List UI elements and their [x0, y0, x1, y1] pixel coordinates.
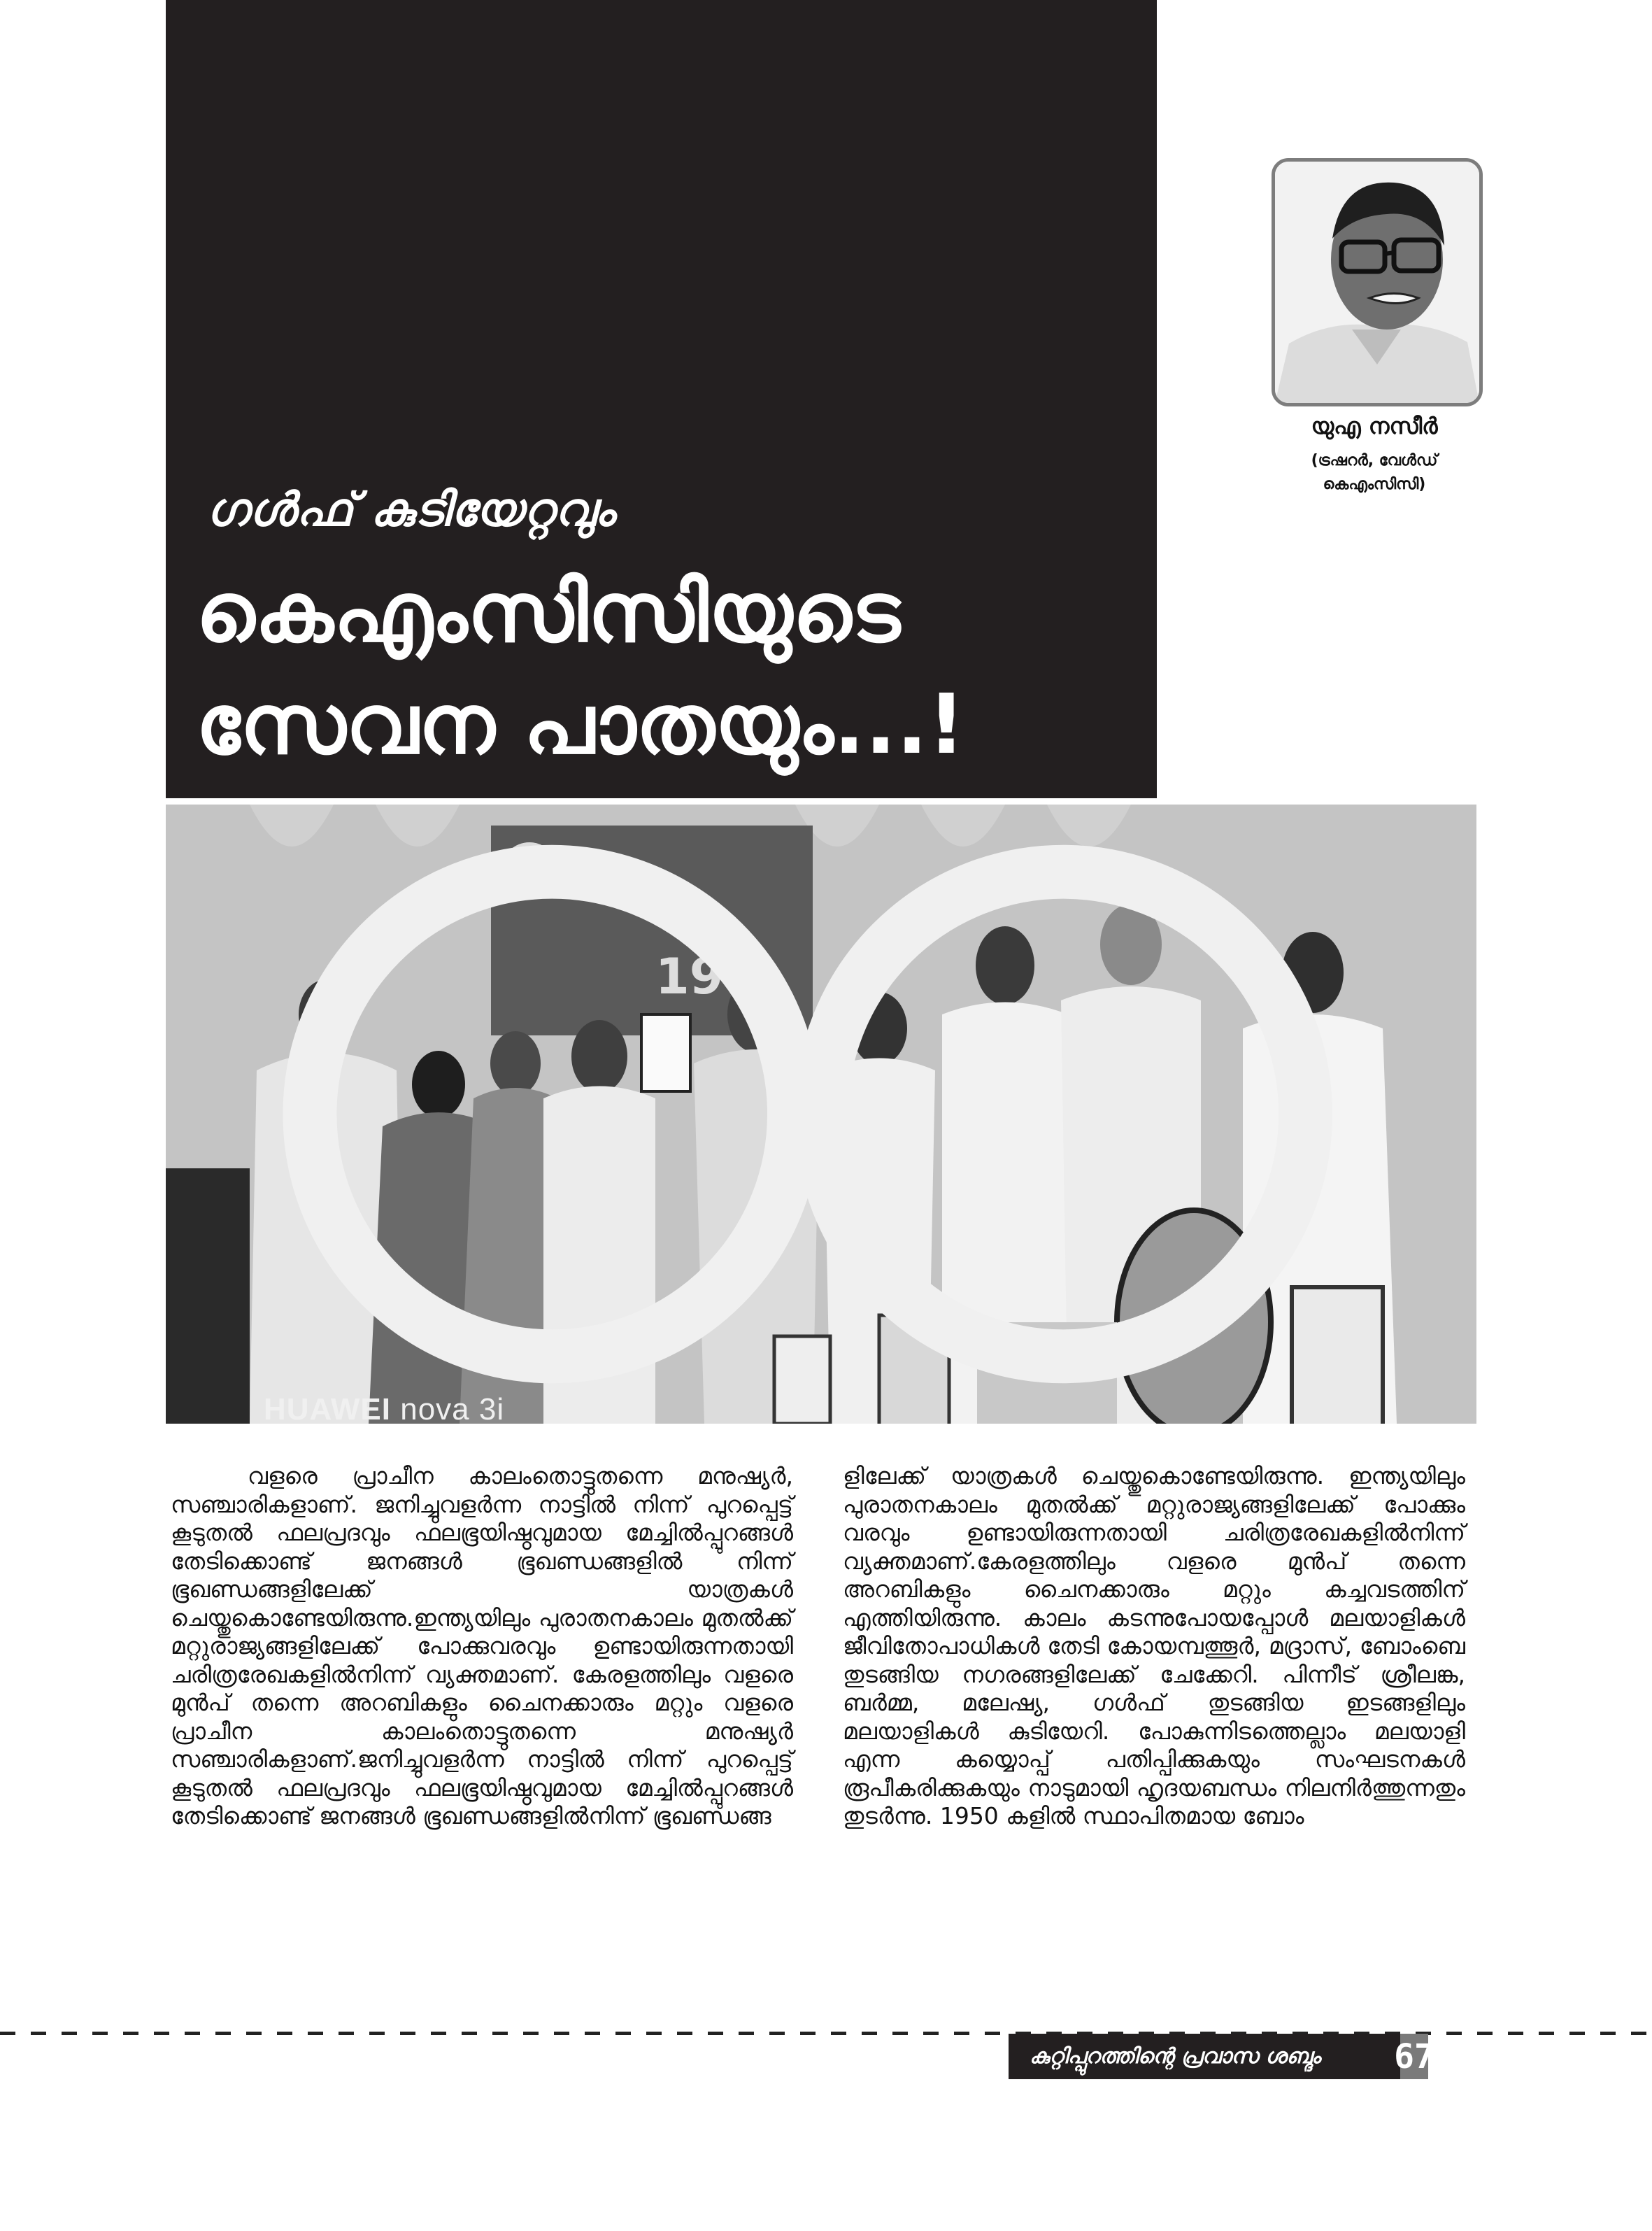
event-photo: [166, 805, 1476, 1424]
headline-line-1: കെഎംസിസിയുടെ: [196, 564, 900, 660]
headline-line-2: സേവന പാതയും...!: [196, 676, 966, 772]
camera-lens-icon: [166, 805, 1476, 1424]
author-role-line-2: കെഎംസിസി): [1323, 476, 1426, 493]
body-paragraph-right: ളിലേക്ക് യാത്രകൾ ചെയ്തുകൊണ്ടേയിരുന്നു. ഇന്ത്യയിലും പുരാതനകാലം മുതൽക്ക് മറ്റുരാജ്യങ്ങളിലേക്ക് പോക്കും വരവും ഉണ്ടായിരുന്നതായി ചരിത്രരേഖകളിൽനിന്ന് വ്യക്തമാണ്.കേരളത്തിലും വളരെ മുൻപ് തന്നെ അറബികളും ചൈനക്കാരും മറ്റും കച്ചവടത്തിന് എത്തിയിരുന്നു. കാലം കടന്നുപോയപ്പോൾ മലയാളികൾ ജീവിതോപാധികൾ തേടി കോയമ്പത്തൂർ, മദ്രാസ്, ബോംബെ തുടങ്ങിയ നഗരങ്ങളിലേക്ക് ചേക്കേറി. പിന്നീട് ശ്രീലങ്ക, ബർമ്മ, മലേഷ്യ, ഗൾഫ് തുടങ്ങിയ ഇടങ്ങളിലും മലയാളികൾ കുടിയേറി. പോകുന്നിടത്തെല്ലാം മലയാളി എന്ന കയ്യൊപ്പ് പതിപ്പിക്കുകയും സംഘടനകൾ രൂപീകരിക്കുകയും നാടുമായി ഹൃദയബന്ധം നിലനിർത്തുന്നതും തുടർന്നു. 1950 കളിൽ സ്ഥാപിതമായ ബോം: [843, 1462, 1465, 1829]
body-column-right: [843, 1462, 1465, 1831]
page-number: 67: [1400, 2034, 1428, 2079]
footer-bar: [1009, 2034, 1434, 2079]
watermark-brand: HUAWEI: [264, 1392, 391, 1424]
body-paragraph-left: വളരെ പ്രാചീന കാലംതൊട്ടുതന്നെ മനുഷ്യർ, സഞ്ചാരികളാണ്. ജനിച്ചുവളർന്ന നാട്ടിൽ നിന്ന് പുറപ്പെട്ട് കൂടുതൽ ഫലപ്രദവും ഫലഭൂയിഷ്ഠവുമായ മേച്ചിൽപ്പുറങ്ങൾ തേടിക്കൊണ്ട് ജനങ്ങൾ ഭൂഖണ്ഡങ്ങളിൽ നിന്ന് ഭൂഖണ്ഡങ്ങളിലേക്ക് യാത്രകൾ ചെയ്തുകൊണ്ടേയിരുന്നു.ഇന്ത്യയിലും പുരാതനകാലം മുതൽക്ക് മറ്റുരാജ്യങ്ങളിലേക്ക് പോക്കുവരവും ഉണ്ടായിരുന്നതായി ചരിത്രരേഖകളിൽനിന്ന് വ്യക്തമാണ്. കേരളത്തിലും വളരെ മുൻപ് തന്നെ അറബികളും ചൈനക്കാരും മറ്റും വളരെ പ്രാചീന കാലംതൊട്ടുതന്നെ മനുഷ്യർ സഞ്ചാരികളാണ്.ജനിച്ചുവളർന്ന നാട്ടിൽ നിന്ന് പുറപ്പെട്ട് കൂടുതൽ ഫലപ്രദവും ഫലഭൂയിഷ്ഠവുമായ മേച്ചിൽപ്പുറങ്ങൾ തേടിക്കൊണ്ട് ജനങ്ങൾ ഭൂഖണ്ഡങ്ങളിൽനിന്ന് ഭൂഖണ്ഡങ്ങ: [171, 1462, 793, 1829]
author-portrait: [1272, 158, 1483, 406]
publication-title: കുറ്റിപ്പുറത്തിന്റെ പ്രവാസ ശബ്ദം: [1030, 2044, 1321, 2069]
camera-watermark: [264, 1392, 504, 1424]
article-headline: [196, 556, 1119, 780]
svg-text:19: 19: [655, 948, 724, 1005]
portrait-photo-icon: [1275, 162, 1479, 403]
author-role-line-1: (ട്രഷറർ, വേൾഡ്: [1311, 452, 1438, 469]
body-column-left: [171, 1462, 793, 1831]
watermark-model: nova 3i: [400, 1392, 505, 1424]
author-name: യുഎ നസീർ: [1311, 413, 1438, 439]
article-kicker: ഗൾഫ് കുടിയേറ്റവും: [206, 483, 615, 537]
author-role: [1259, 449, 1490, 497]
